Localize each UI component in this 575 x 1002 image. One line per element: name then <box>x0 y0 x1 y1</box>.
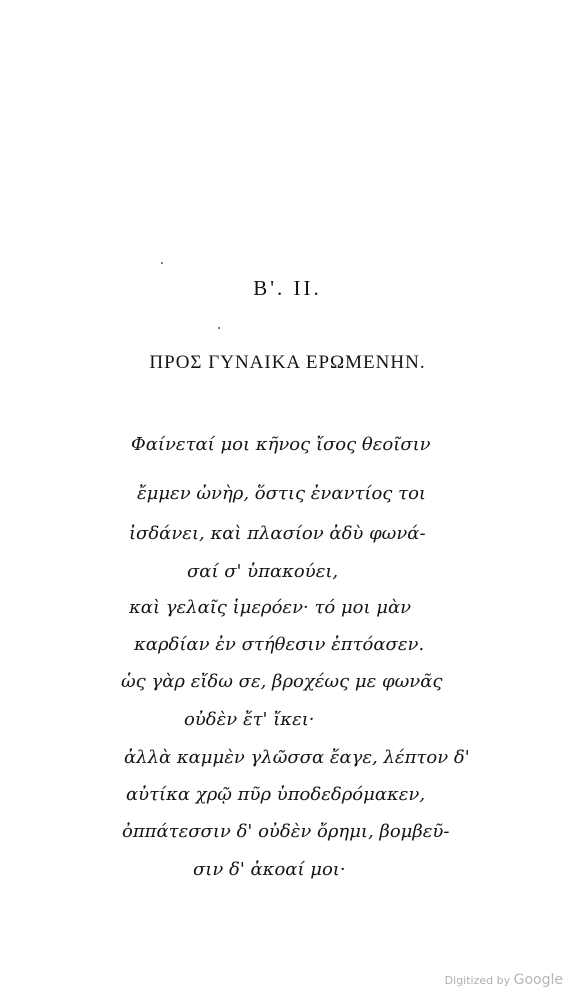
poem-line: ὡς γὰρ εἴδω σε, βροχέως με φωνᾶς <box>121 671 443 692</box>
poem-line: ἰσδάνει, καὶ πλασίον ἀδὺ φωνά- <box>129 523 426 544</box>
poem-line: ἔμμεν ὠνὴρ, ὅστις ἐναντίος τοι <box>137 483 426 504</box>
poem-line: καρδίαν ἐν στήθεσιν ἐπτόασεν. <box>134 634 425 655</box>
digitized-watermark <box>445 972 563 988</box>
poem-line: ἀλλὰ καμμὲν γλῶσσα ἔαγε, λέπτον δ' <box>124 747 470 768</box>
poem-line: καὶ γελαῖς ἱμερόεν· τό μοι μὰν <box>129 597 412 618</box>
ink-speck <box>218 327 220 329</box>
poem-line: σιν δ' ἀκοαί μοι· <box>193 859 346 880</box>
poem-title: ΠΡΟΣ ΓΥΝΑΙΚΑ ΕΡΩΜΕΝΗΝ. <box>149 352 426 373</box>
watermark-prefix: Digitized by <box>444 974 511 987</box>
poem-line: οὐδὲν ἔτ' ἴκει· <box>184 709 315 730</box>
section-number: Β'. ΙΙ. <box>253 276 322 300</box>
poem-line: Φαίνεταί μοι κῆνος ἴσος θεοῖσιν <box>131 434 431 455</box>
google-logo: Google <box>513 972 563 988</box>
ink-speck <box>161 262 163 264</box>
poem-line: αὐτίκα χρῷ πῦρ ὑποδεδρόμακεν, <box>126 784 426 805</box>
poem-line: σαί σ' ὑπακούει, <box>187 561 339 582</box>
poem-line: ὀππάτεσσιν δ' οὐδὲν ὄρημι, βομβεῦ- <box>122 821 450 842</box>
